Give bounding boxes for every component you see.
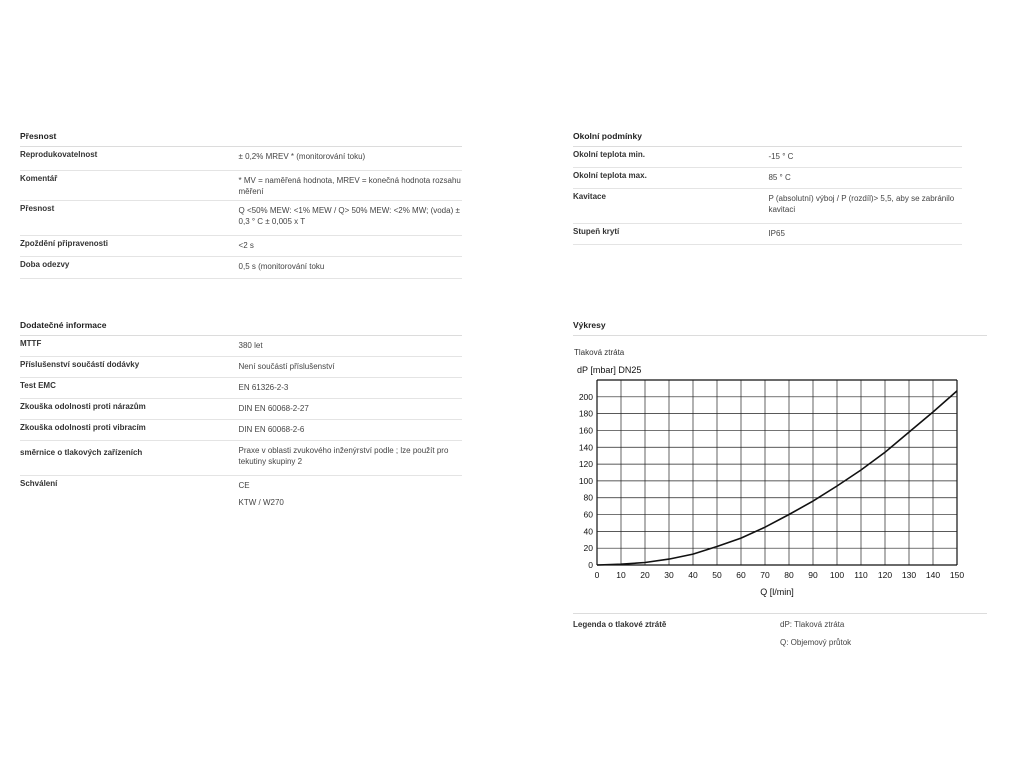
y-tick-label: 100 [578,475,593,486]
row-label: Reprodukovatelnost [20,150,98,159]
row-label: Doba odezvy [20,260,70,269]
row-label: Zkouška odolnosti proti vibracím [20,423,146,432]
row-value: DIN EN 60068-2-6 [238,425,305,434]
row-value: ± 0,2% MREV * (monitorování toku) [238,152,366,161]
x-tick-label: 90 [808,570,818,580]
x-tick-label: 110 [854,570,868,580]
table-row [573,168,962,189]
y-tick-label: 200 [578,391,593,402]
row-label: Komentář [20,174,58,183]
legend-item: dP: Tlaková ztráta [780,620,845,629]
x-tick-label: 120 [877,570,893,580]
chart-title: dP [mbar] DN25 [577,365,642,375]
row-label: Okolní teplota min. [573,150,646,159]
y-tick-label: 40 [583,526,593,537]
row-label: Kavitace [573,192,606,201]
x-tick-label: 10 [616,570,626,580]
row-label: Zpoždění připravenosti [20,239,109,248]
table-row [573,189,962,224]
approval-ce: CE [238,481,250,490]
chart-grid [597,380,957,565]
y-tick-label: 0 [588,560,593,570]
row-label: Okolní teplota max. [573,171,647,180]
legend-item: Q: Objemový průtok [780,638,852,647]
table-row [20,201,462,236]
y-tick-label: 60 [583,509,593,520]
legend-label: Legenda o tlakové ztrátě [573,620,667,629]
y-tick-label: 80 [583,492,593,503]
y-tick-label: 120 [578,459,593,470]
table-row [20,357,462,378]
ambient-title: Okolní podmínky [573,131,962,147]
pressure-loss-chart [566,360,986,600]
row-value [239,476,462,512]
y-tick-label: 20 [583,543,593,554]
table-row [20,441,462,476]
y-tick-label: 140 [578,442,593,453]
legend-section [573,613,987,648]
table-row [20,147,462,171]
x-axis-label: Q [l/min] [760,587,794,597]
y-tick-label: 180 [578,408,593,419]
x-tick-label: 130 [901,570,917,580]
chart-ticks [579,392,965,580]
table-row [20,420,462,441]
x-tick-label: 80 [784,570,794,580]
series-line [597,391,957,565]
x-tick-label: 150 [949,570,965,580]
x-tick-label: 20 [640,570,650,580]
drawings-title: Výkresy [573,320,987,336]
row-value: P (absolutní) výboj / P (rozdíl)> 5,5, aby se zabránilo kavitaci [768,194,955,214]
row-label: Příslušenství součástí dodávky [20,360,140,369]
table-row [20,171,462,201]
x-tick-label: 60 [736,570,746,580]
table-row [20,378,462,399]
row-value: Praxe v oblasti zvukového inženýrství podle ; lze použít pro tekutiny skupiny 2 [238,446,449,466]
x-tick-label: 70 [760,570,770,580]
x-tick-label: 100 [829,570,845,580]
row-value: EN 61326-2-3 [238,383,289,392]
table-row [573,147,962,168]
y-tick-label: 160 [578,425,593,436]
row-label: směrnice o tlakových zařízeních [20,448,143,457]
accuracy-section [20,131,462,279]
x-tick-label: 0 [594,570,600,580]
row-label: Přesnost [20,204,55,213]
additional-title: Dodatečné informace [20,320,462,336]
x-tick-label: 50 [712,570,722,580]
table-row [20,476,462,512]
table-row [573,224,962,245]
x-tick-label: 30 [664,570,674,580]
x-tick-label: 40 [688,570,698,580]
row-value: * MV = naměřená hodnota, MREV = konečná hodnota rozsahu měření [238,176,461,196]
x-tick-label: 140 [925,570,941,580]
table-row [20,236,462,257]
row-value: 0,5 s (monitorování toku [238,262,325,271]
row-value: IP65 [768,229,785,238]
row-value: 85 ° C [768,173,791,182]
row-value: -15 ° C [768,152,794,161]
additional-section [20,320,462,512]
chart-subtitle: Tlaková ztráta [574,348,625,357]
row-value: DIN EN 60068-2-27 [238,404,309,413]
row-label: Schválení [20,479,58,488]
row-label: Zkouška odolnosti proti nárazům [20,402,146,411]
row-label: MTTF [20,339,42,348]
drawings-section [573,320,987,336]
accuracy-title: Přesnost [20,131,462,147]
row-value: <2 s [238,241,254,250]
ambient-section [573,131,962,245]
table-row [20,336,462,357]
row-value: Q <50% MEW: <1% MEW / Q> 50% MEW: <2% MW; (voda) ± 0,3 ° C ± 0,005 x T [238,206,460,226]
row-label: Stupeň krytí [573,227,620,236]
approval-ktw: KTW / W270 [238,498,284,507]
table-row [20,399,462,420]
table-row [20,257,462,279]
row-label: Test EMC [20,381,56,390]
row-value: 380 let [238,341,263,350]
row-value: Není součástí příslušenství [238,362,335,371]
